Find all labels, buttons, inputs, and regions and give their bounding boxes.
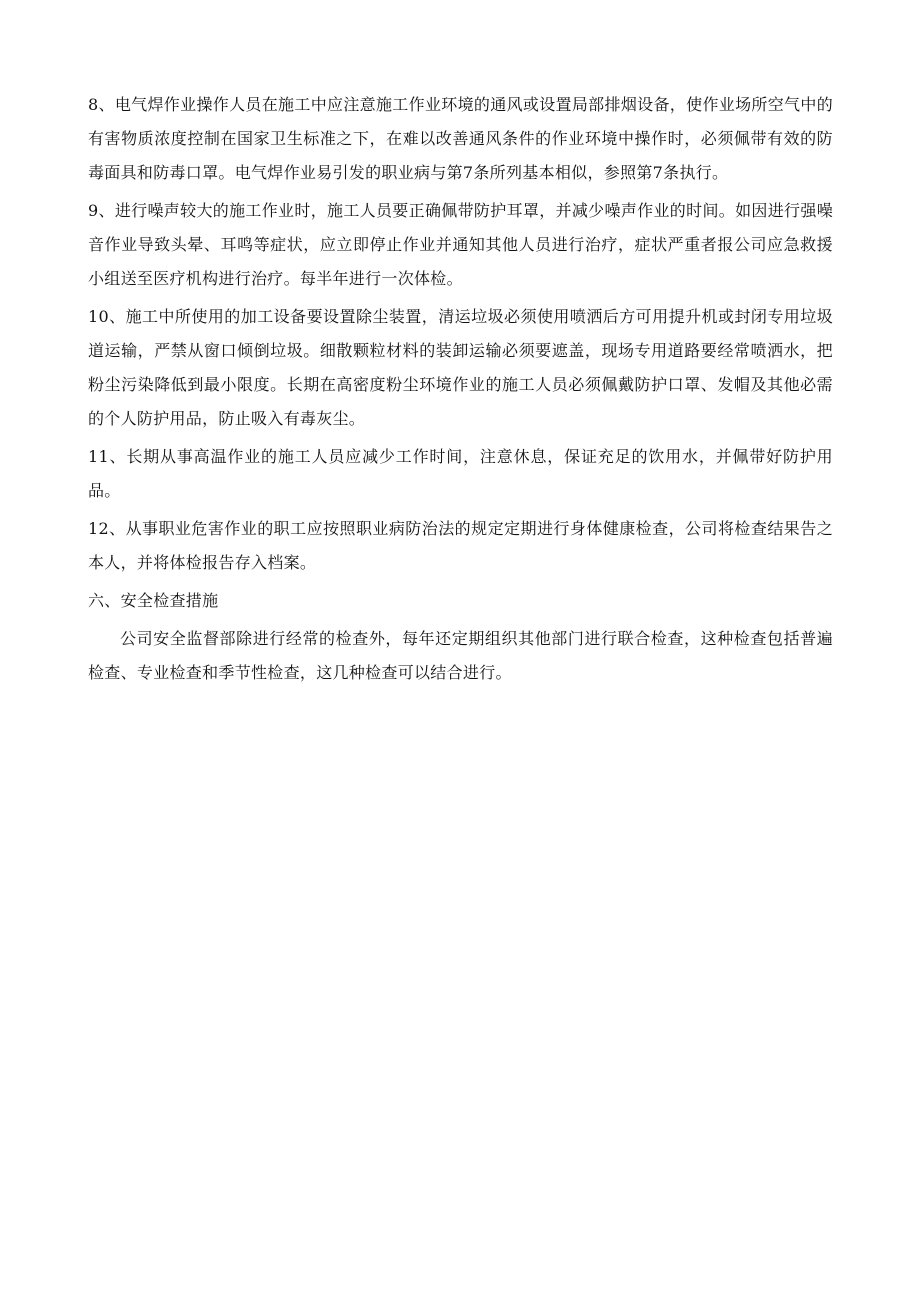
paragraph-item-10: 10、施工中所使用的加工设备要设置除尘装置，清运垃圾必须使用喷洒后方可用提升机或封闭专用垃圾道运输，严禁从窗口倾倒垃圾。细散颗粒材料的装卸运输必须要遮盖，现场专用道路要经常喷洒水，把粉尘污染降低到最小限度。长期在高密度粉尘环境作业的施工人员必须佩戴防护口罩、发帽及其他必需的个人防护用品，防止吸入有毒灰尘。 [88,307,833,428]
section-heading: 六、安全检查措施 [88,591,219,610]
document-body [88,88,833,694]
paragraph-item-8: 8、电气焊作业操作人员在施工中应注意施工作业环境的通风或设置局部排烟设备，使作业场所空气中的有害物质浓度控制在国家卫生标准之下，在难以改善通风条件的作业环境中操作时，必须佩带有效的防毒面具和防毒口罩。电气焊作业易引发的职业病与第7条所列基本相似，参照第7条执行。 [88,95,833,182]
paragraph-item-11: 11、长期从事高温作业的施工人员应减少工作时间，注意休息，保证充足的饮用水，并佩带好防护用品。 [88,447,833,500]
paragraph-item-12: 12、从事职业危害作业的职工应按照职业病防治法的规定定期进行身体健康检查，公司将检查结果告之本人，并将体检报告存入档案。 [88,519,833,572]
section-body: 公司安全监督部除进行经常的检查外，每年还定期组织其他部门进行联合检查，这种检查包括普遍检查、专业检查和季节性检查，这几种检查可以结合进行。 [88,629,833,682]
paragraph-item-9: 9、进行噪声较大的施工作业时，施工人员要正确佩带防护耳罩，并减少噪声作业的时间。如因进行强噪音作业导致头晕、耳鸣等症状，应立即停止作业并通知其他人员进行治疗，症状严重者报公司应急救援小组送至医疗机构进行治疗。每半年进行一次体检。 [88,201,833,288]
